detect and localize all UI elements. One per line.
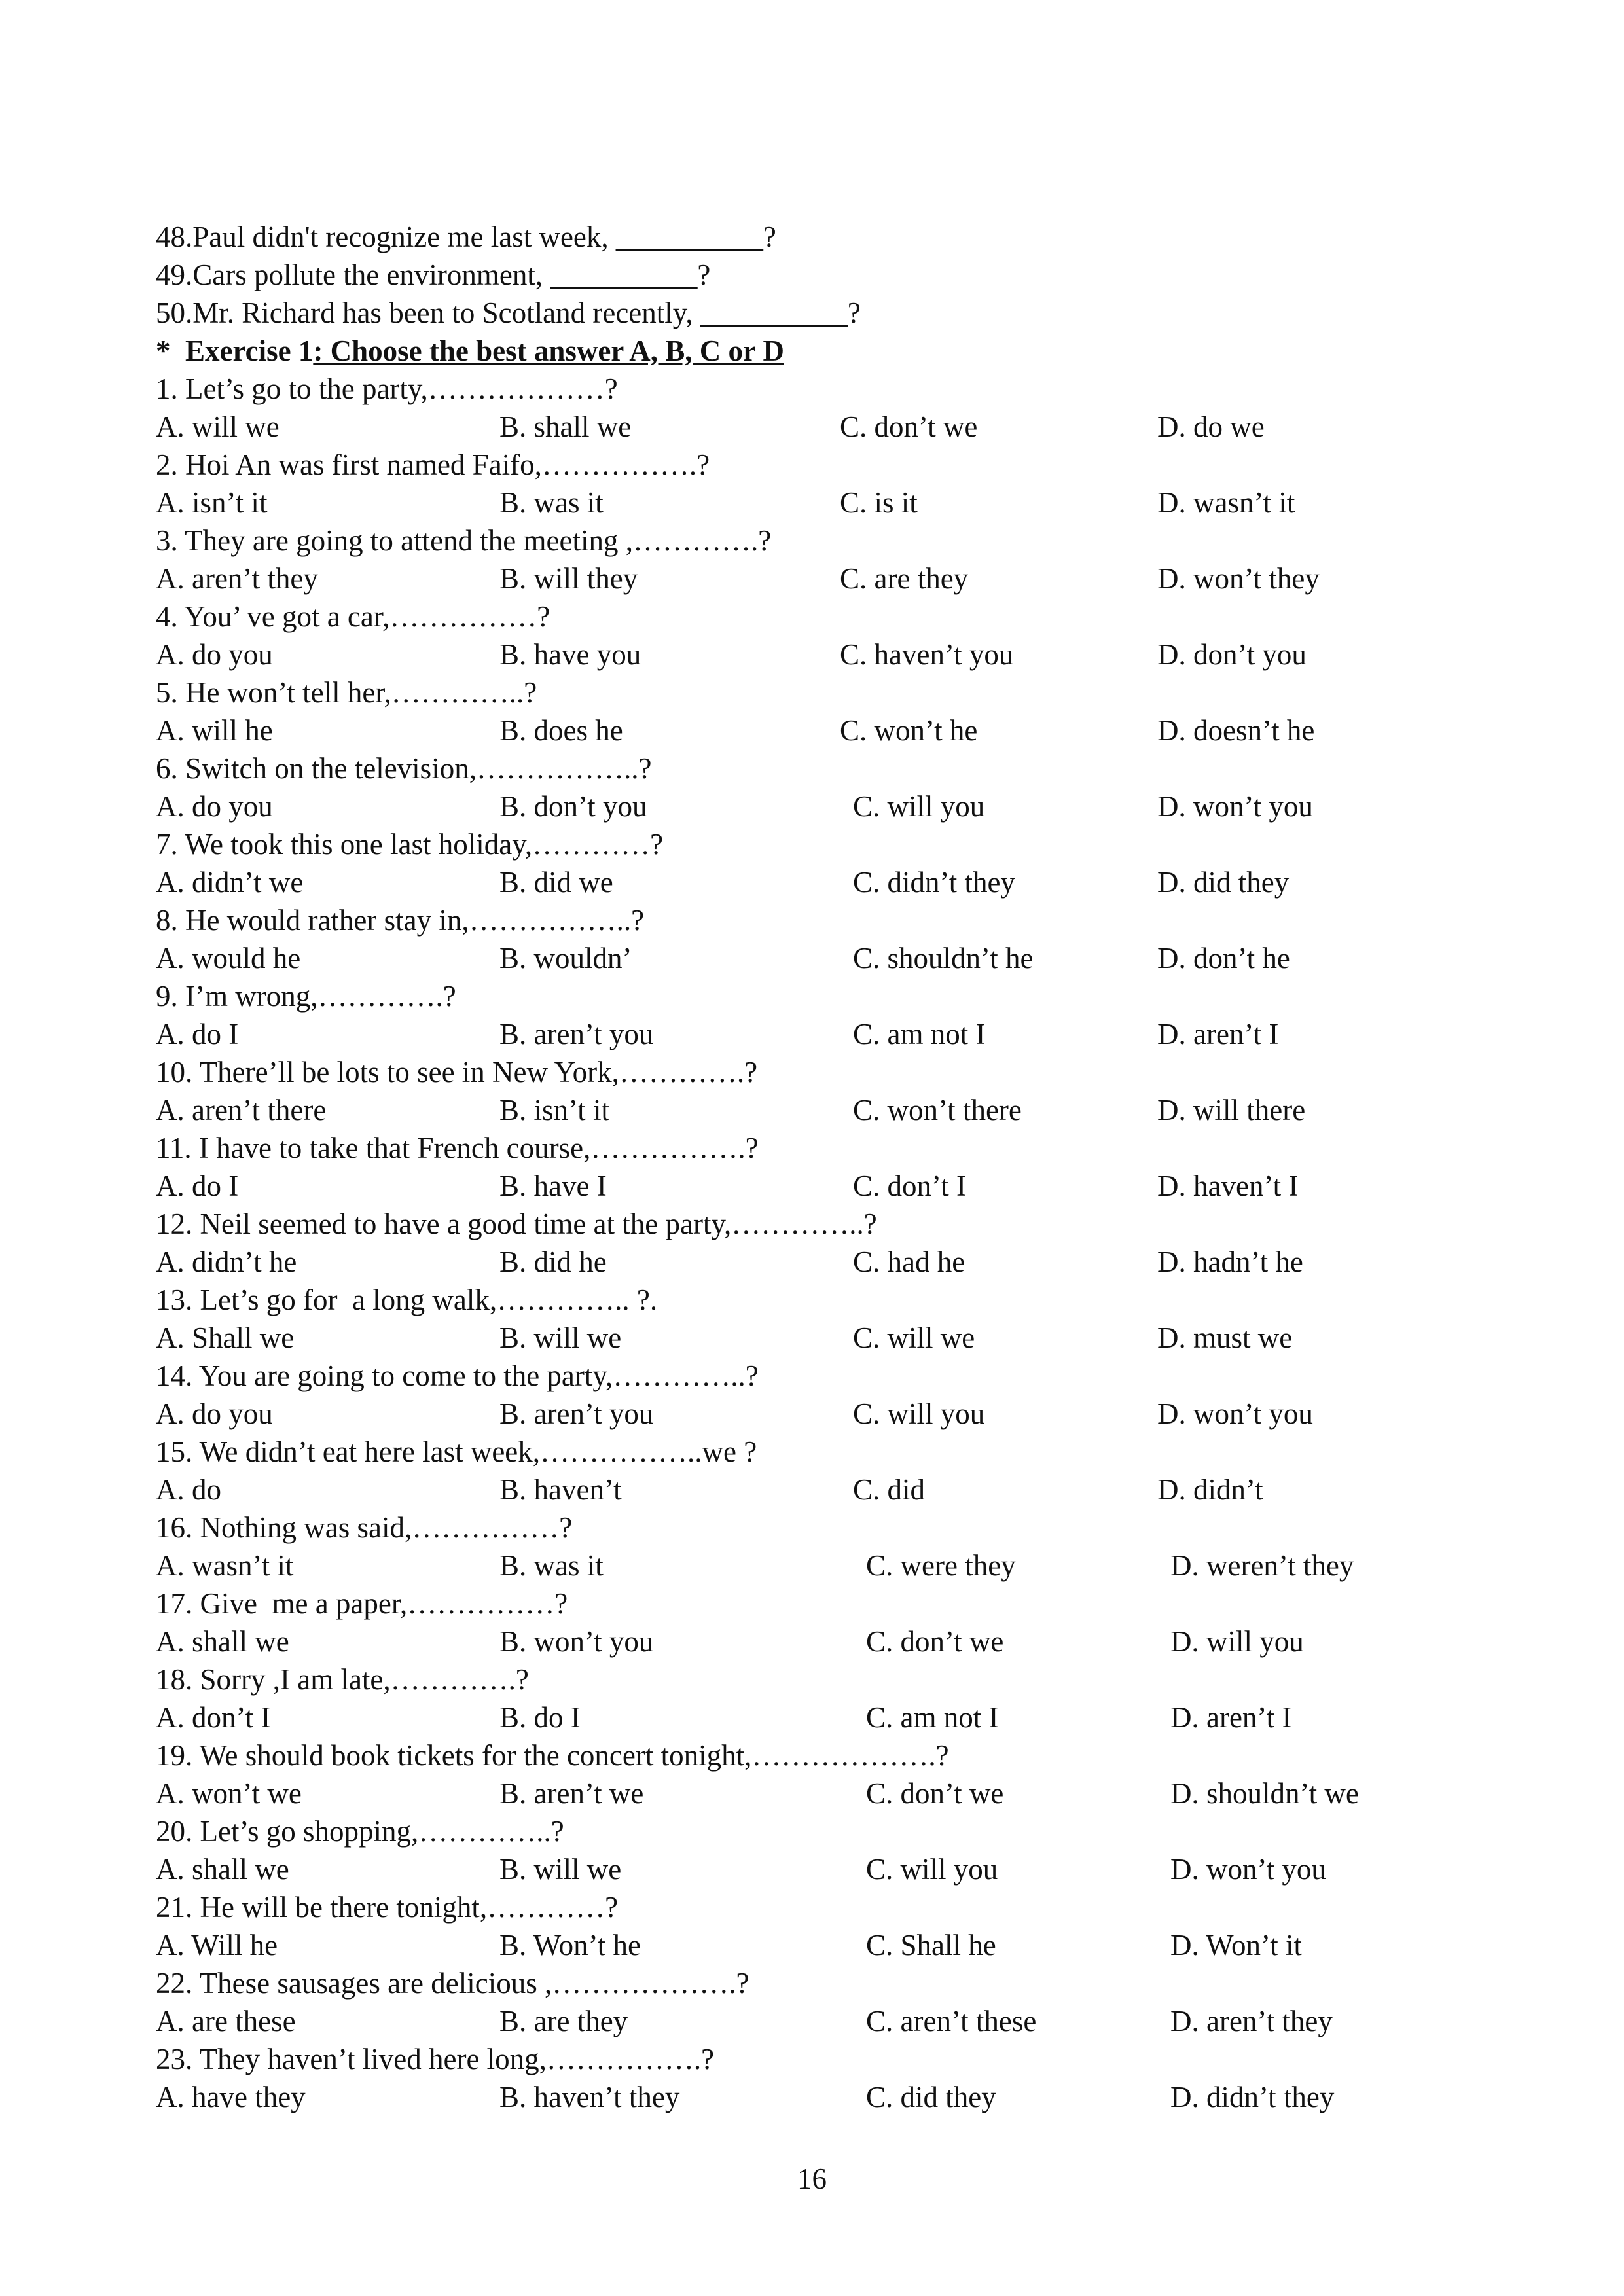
exercise-heading (156, 332, 1491, 370)
answer-options-row (156, 939, 1491, 977)
question-stem: 17. Give me a paper,……………? (156, 1587, 568, 1620)
answer-option-a: A. do you (156, 638, 273, 671)
answer-option-d: D. won’t you (1157, 1397, 1313, 1430)
answer-option-a: A. have they (156, 2081, 306, 2113)
answer-option-b: B. was it (499, 1549, 604, 1582)
answer-option-b: B. don’t you (499, 790, 647, 823)
answer-option-a: A. wasn’t it (156, 1549, 294, 1582)
heading-prefix: Exercise 1 (185, 334, 314, 367)
question-stem: 20. Let’s go shopping,…………..? (156, 1815, 564, 1848)
answer-option-d: D. hadn’t he (1157, 1246, 1303, 1278)
answer-option-c: C. didn’t they (853, 866, 1015, 899)
answer-option-a: A. will we (156, 410, 280, 443)
question-stem: 8. He would rather stay in,……………..? (156, 904, 645, 937)
answer-option-c: C. did (853, 1473, 926, 1506)
answer-option-d: D. shouldn’t we (1170, 1777, 1359, 1810)
answer-option-c: C. won’t he (840, 714, 978, 747)
answer-option-b: B. aren’t we (499, 1777, 644, 1810)
answer-option-b: B. aren’t you (499, 1018, 654, 1050)
answer-option-d: D. did they (1157, 866, 1290, 899)
question-stem: 15. We didn’t eat here last week,……………..we ? (156, 1435, 757, 1468)
answer-options-row (156, 1243, 1491, 1281)
answer-options-row (156, 1926, 1491, 1964)
answer-option-b: B. will we (499, 1853, 622, 1886)
answer-option-b: B. shall we (499, 410, 632, 443)
question-stem: 2. Hoi An was first named Faifo,…………….? (156, 448, 710, 481)
answer-option-d: D. will you (1170, 1625, 1304, 1658)
answer-option-d: D. weren’t they (1170, 1549, 1354, 1582)
answer-option-c: C. will you (853, 1397, 985, 1430)
question-stem: 13. Let’s go for a long walk,………….. ?. (156, 1283, 658, 1316)
answer-option-a: A. aren’t they (156, 562, 318, 595)
answer-option-a: A. do you (156, 1397, 273, 1430)
answer-options-row (156, 1471, 1491, 1509)
answer-options-row (156, 1091, 1491, 1129)
answer-options-row (156, 1774, 1491, 1812)
answer-options-row (156, 1395, 1491, 1433)
answer-option-c: C. did they (866, 2081, 996, 2113)
answer-option-d: D. will there (1157, 1094, 1306, 1126)
answer-option-b: B. have you (499, 638, 641, 671)
answer-option-c: C. haven’t you (840, 638, 1014, 671)
answer-option-a: A. don’t I (156, 1701, 271, 1734)
answer-option-d: D. do we (1157, 410, 1265, 443)
question-stem: 23. They haven’t lived here long,…………….? (156, 2043, 715, 2075)
answer-option-d: D. aren’t they (1170, 2005, 1333, 2037)
answer-option-c: C. had he (853, 1246, 965, 1278)
question-stem: 3. They are going to attend the meeting ,………….? (156, 524, 772, 557)
answer-option-d: D. don’t he (1157, 942, 1290, 975)
answer-option-b: B. did we (499, 866, 613, 899)
answer-option-a: A. Shall we (156, 1321, 295, 1354)
answer-options-row (156, 711, 1491, 749)
answer-option-a: A. Will he (156, 1929, 278, 1962)
question-stem: 22. These sausages are delicious ,……………….? (156, 1967, 749, 2000)
answer-option-b: B. are they (499, 2005, 628, 2037)
answer-option-d: D. Won’t it (1170, 1929, 1302, 1962)
question-stem: 19. We should book tickets for the concert tonight,……………….? (156, 1739, 949, 1772)
answer-options-row (156, 2078, 1491, 2116)
question-list (156, 370, 1491, 2116)
answer-option-b: B. have I (499, 1170, 607, 1202)
answer-option-d: D. didn’t (1157, 1473, 1263, 1506)
answer-option-b: B. will we (499, 1321, 622, 1354)
answer-option-b: B. haven’t they (499, 2081, 680, 2113)
answer-option-a: A. will he (156, 714, 273, 747)
answer-option-c: C. am not I (866, 1701, 999, 1734)
question-stem: 11. I have to take that French course,…………….? (156, 1132, 759, 1164)
answer-option-c: C. will you (853, 790, 985, 823)
answer-option-c: C. will you (866, 1853, 998, 1886)
answer-options-row (156, 636, 1491, 673)
answer-option-c: C. were they (866, 1549, 1016, 1582)
answer-option-d: D. aren’t I (1170, 1701, 1292, 1734)
answer-option-a: A. shall we (156, 1625, 289, 1658)
answer-option-a: A. shall we (156, 1853, 289, 1886)
question-stem: 10. There’ll be lots to see in New York,………….? (156, 1056, 758, 1088)
answer-option-c: C. aren’t these (866, 2005, 1037, 2037)
answer-option-d: D. don’t you (1157, 638, 1307, 671)
intro-question-48: 48.Paul didn't recognize me last week, __________? (156, 221, 776, 253)
answer-option-b: B. does he (499, 714, 623, 747)
answer-option-d: D. wasn’t it (1157, 486, 1295, 519)
heading-instruction: : Choose the best answer A, B, C or D (313, 334, 784, 367)
answer-options-row (156, 560, 1491, 598)
answer-option-a: A. didn’t he (156, 1246, 297, 1278)
answer-options-row (156, 1623, 1491, 1660)
answer-option-c: C. don’t we (866, 1625, 1004, 1658)
answer-option-a: A. do (156, 1473, 221, 1506)
question-stem: 4. You’ ve got a car,……………? (156, 600, 550, 633)
question-stem: 1. Let’s go to the party,………………? (156, 372, 618, 405)
answer-option-a: A. do I (156, 1018, 239, 1050)
answer-options-row (156, 1850, 1491, 1888)
question-stem: 6. Switch on the television,……………..? (156, 752, 652, 785)
answer-option-d: D. won’t you (1170, 1853, 1326, 1886)
answer-option-b: B. did he (499, 1246, 607, 1278)
answer-option-d: D. didn’t they (1170, 2081, 1335, 2113)
page-number: 16 (797, 2162, 827, 2195)
answer-option-b: B. wouldn’ (499, 942, 632, 975)
answer-option-c: C. will we (853, 1321, 975, 1354)
answer-option-c: C. am not I (853, 1018, 986, 1050)
question-stem: 5. He won’t tell her,…………..? (156, 676, 537, 709)
question-stem: 16. Nothing was said,……………? (156, 1511, 573, 1544)
answer-option-a: A. do you (156, 790, 273, 823)
answer-option-b: B. do I (499, 1701, 581, 1734)
answer-options-row (156, 1015, 1491, 1053)
answer-option-b: B. isn’t it (499, 1094, 609, 1126)
answer-option-b: B. was it (499, 486, 604, 519)
answer-options-row (156, 408, 1491, 446)
question-stem: 14. You are going to come to the party,…………..? (156, 1359, 759, 1392)
answer-option-b: B. aren’t you (499, 1397, 654, 1430)
answer-option-a: A. would he (156, 942, 301, 975)
answer-option-d: D. won’t you (1157, 790, 1313, 823)
answer-option-d: D. haven’t I (1157, 1170, 1299, 1202)
intro-question-50: 50.Mr. Richard has been to Scotland recently, __________? (156, 296, 861, 329)
answer-option-b: B. won’t you (499, 1625, 654, 1658)
answer-option-a: A. aren’t there (156, 1094, 327, 1126)
question-stem: 18. Sorry ,I am late,………….? (156, 1663, 529, 1696)
answer-options-row (156, 2002, 1491, 2040)
answer-option-c: C. don’t we (866, 1777, 1004, 1810)
answer-option-d: D. must we (1157, 1321, 1293, 1354)
question-stem: 12. Neil seemed to have a good time at the party,…………..? (156, 1208, 877, 1240)
answer-option-a: A. do I (156, 1170, 239, 1202)
answer-option-a: A. won’t we (156, 1777, 302, 1810)
page-content (156, 218, 1491, 2116)
answer-option-a: A. isn’t it (156, 486, 268, 519)
answer-option-a: A. are these (156, 2005, 296, 2037)
answer-option-c: C. don’t I (853, 1170, 966, 1202)
question-stem: 21. He will be there tonight,…………? (156, 1891, 619, 1924)
answer-options-row (156, 1319, 1491, 1357)
answer-options-row (156, 1698, 1491, 1736)
heading-star: * (156, 334, 185, 367)
answer-option-b: B. Won’t he (499, 1929, 641, 1962)
answer-option-c: C. Shall he (866, 1929, 996, 1962)
answer-option-d: D. won’t they (1157, 562, 1320, 595)
answer-option-d: D. aren’t I (1157, 1018, 1279, 1050)
answer-options-row (156, 484, 1491, 522)
question-stem: 9. I’m wrong,………….? (156, 980, 456, 1013)
answer-option-a: A. didn’t we (156, 866, 304, 899)
answer-options-row (156, 787, 1491, 825)
answer-option-c: C. are they (840, 562, 969, 595)
answer-options-row (156, 1547, 1491, 1585)
intro-question-49: 49.Cars pollute the environment, __________? (156, 259, 711, 291)
answer-option-b: B. haven’t (499, 1473, 622, 1506)
answer-option-c: C. shouldn’t he (853, 942, 1034, 975)
answer-option-d: D. doesn’t he (1157, 714, 1315, 747)
answer-option-c: C. is it (840, 486, 918, 519)
question-stem: 7. We took this one last holiday,…………? (156, 828, 664, 861)
answer-option-c: C. won’t there (853, 1094, 1022, 1126)
answer-options-row (156, 863, 1491, 901)
answer-option-b: B. will they (499, 562, 638, 595)
answer-options-row (156, 1167, 1491, 1205)
answer-option-c: C. don’t we (840, 410, 978, 443)
